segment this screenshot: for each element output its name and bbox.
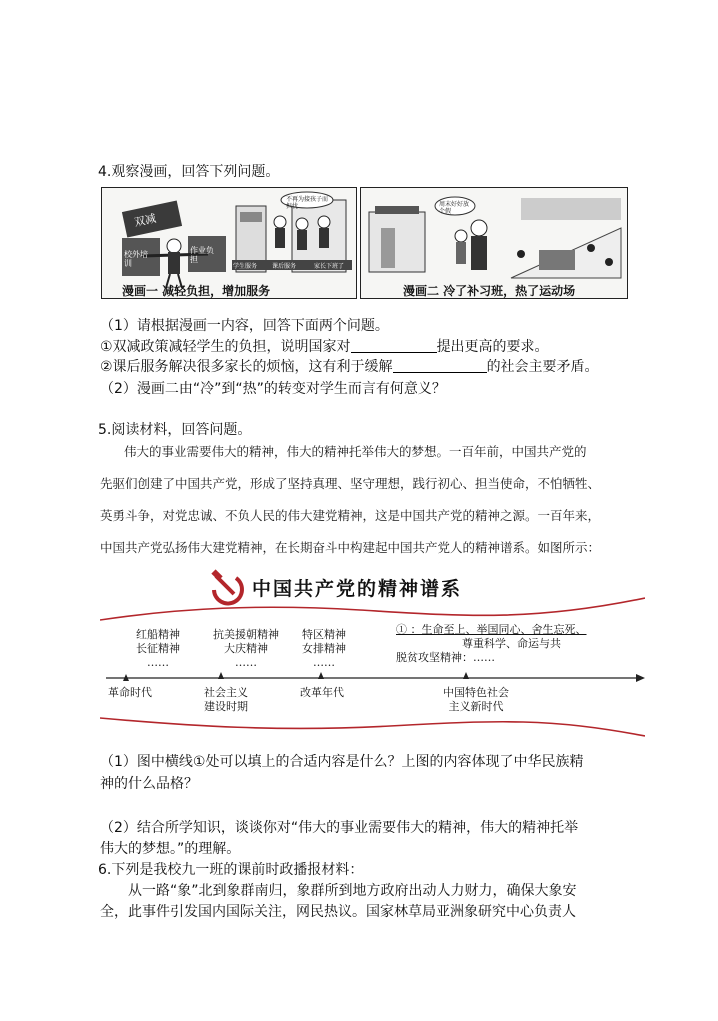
q6-line-2: 全，此事件引发国内国际关注，网民热议。国家林草局亚洲象研究中心负责人 bbox=[100, 904, 576, 920]
q4-item1 bbox=[100, 337, 549, 357]
q5-sub2-line-2: 伟大的梦想。”的理解。 bbox=[100, 841, 241, 857]
q4-item1-text-a: ①双减政策减轻学生的负担，说明国家对 bbox=[100, 339, 351, 355]
q5-para-line-3: 英勇斗争，对党忠诚、不负人民的伟大建党精神，这是中国共产党的精神之源。一百年来， bbox=[100, 508, 601, 523]
q4-blank-1[interactable] bbox=[351, 338, 437, 353]
comic1-weight-left: 校外培训 bbox=[124, 250, 148, 268]
q4-item2-text-b: 的社会主要矛盾。 bbox=[486, 359, 599, 375]
figure-banner-title: 中国共产党的精神谱系 bbox=[252, 578, 463, 600]
q6-title: 6.下列是我校九一班的课前时政播报材料： bbox=[98, 862, 364, 878]
era-new-2: 主义新时代 bbox=[448, 700, 504, 713]
q4-blank-2[interactable] bbox=[393, 358, 487, 373]
spirit-group-1 bbox=[128, 628, 188, 670]
spirit-blank-line[interactable]: ① ：生命至上、举国同心、舍生忘死、 bbox=[396, 623, 587, 636]
comic1-sign-3: 家长下班了 bbox=[314, 263, 345, 270]
comic1-sign-1: 学生服务 bbox=[233, 263, 258, 270]
party-emblem-icon bbox=[211, 569, 242, 603]
comic1-caption: 漫画一 减轻负担，增加服务 bbox=[122, 284, 271, 298]
q5-title: 5.阅读材料，回答问题。 bbox=[98, 422, 252, 438]
q4-sub1: （1）请根据漫画一内容，回答下面两个问题。 bbox=[100, 318, 389, 334]
q6-line-1: 从一路“象”北到象群南归，象群所到地方政府出动人力财力，确保大象安 bbox=[128, 883, 577, 899]
comic1-weight-right: 作业负担 bbox=[190, 246, 214, 264]
q4-sub2: （2）漫画二由“冷”到“热”的转变对学生而言有何意义？ bbox=[100, 381, 446, 397]
spirit-item: 女排精神 bbox=[302, 642, 346, 655]
era-socialist-1: 社会主义 bbox=[204, 686, 248, 699]
q5-sub1-line-1: （1）图中横线①处可以填上的合适内容是什么？上图的内容体现了中华民族精 bbox=[100, 754, 584, 770]
spirit-item: 特区精神 bbox=[302, 628, 346, 641]
spirit-item: 尊重科学、命运与共 bbox=[462, 637, 561, 650]
spirit-item: …… bbox=[147, 656, 169, 669]
spirit-item: …… bbox=[313, 656, 335, 669]
comic2-speech: 周末好好放个假 bbox=[439, 201, 470, 215]
q4-item2-text-a: ②课后服务解决很多家长的烦恼，这有利于缓解 bbox=[100, 359, 393, 375]
spirit-item: 红船精神 bbox=[136, 628, 180, 641]
spirit-group-4 bbox=[396, 623, 587, 665]
era-socialist-2: 建设时期 bbox=[204, 700, 248, 713]
q4-item2 bbox=[100, 357, 599, 377]
era-new-1: 中国特色社会 bbox=[443, 686, 509, 699]
spirit-item: 脱贫攻坚精神：…… bbox=[396, 651, 495, 664]
comic1-speech: 不再为接孩子而担忧 bbox=[286, 196, 329, 210]
q5-para-line-4: 中国共产党弘扬伟大建党精神，在长期奋斗中构建起中国共产党人的精神谱系。如图所示： bbox=[100, 540, 601, 555]
comic2-caption: 漫画二 冷了补习班，热了运动场 bbox=[403, 284, 576, 298]
era-revolution: 革命时代 bbox=[108, 686, 152, 699]
spirit-group-3 bbox=[294, 628, 354, 670]
spirit-lineage-figure bbox=[100, 568, 645, 746]
spirit-item: 大庆精神 bbox=[224, 642, 268, 655]
comic-one bbox=[101, 187, 357, 299]
q5-sub2-line-1: （2）结合所学知识，谈谈你对“伟大的事业需要伟大的精神，伟大的精神托举 bbox=[100, 820, 579, 836]
q4-title: 4.观察漫画，回答下列问题。 bbox=[98, 164, 280, 180]
q5-para-line-1: 伟大的事业需要伟大的精神，伟大的精神托举伟大的梦想。一百年前，中国共产党的 bbox=[124, 444, 587, 459]
comic1-sign-2: 课后服务 bbox=[272, 263, 297, 270]
spirit-item: 抗美援朝精神 bbox=[213, 628, 279, 641]
spirit-item: 长征精神 bbox=[136, 642, 180, 655]
q4-item1-text-b: 提出更高的要求。 bbox=[436, 339, 549, 355]
spirit-group-2 bbox=[208, 628, 284, 670]
era-reform: 改革年代 bbox=[300, 686, 344, 699]
q5-para-line-2: 先驱们创建了中国共产党，形成了坚持真理、坚守理想，践行初心、担当使命，不怕牺牲、 bbox=[100, 476, 601, 491]
comic-two bbox=[360, 187, 628, 299]
comic1-sign-double: 双减 bbox=[132, 211, 158, 230]
spirit-item: …… bbox=[235, 656, 257, 669]
q5-sub1-line-2: 神的什么品格？ bbox=[100, 776, 198, 792]
